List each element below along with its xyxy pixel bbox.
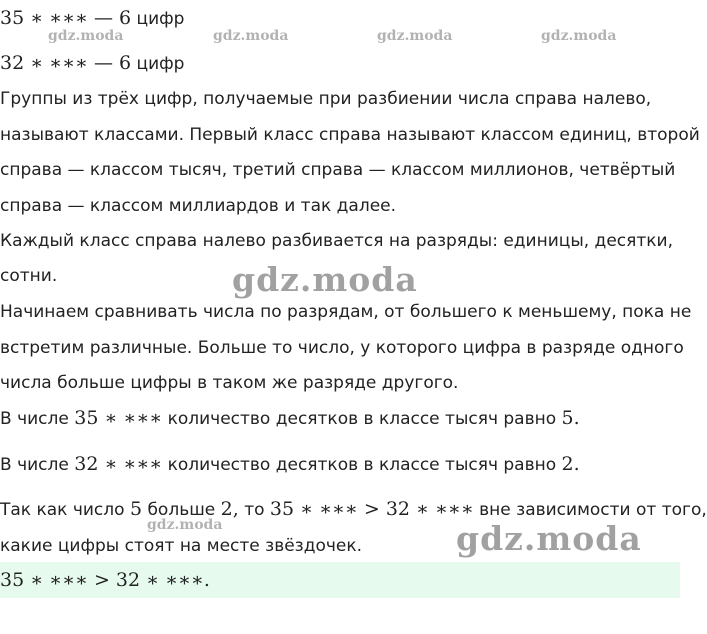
statement-1-number: 35 ∗ ∗∗∗ bbox=[74, 407, 163, 429]
para1-line-3: справа — классом тысяч, третий справа — классом миллионов, четвёртый bbox=[0, 160, 676, 180]
statement-3-line-2: какие цифры стоят на месте звёздочек. bbox=[0, 536, 363, 556]
para1-line-4: справа — классом миллиардов и так далее. bbox=[0, 196, 397, 216]
watermark-small-4: gdz.moda bbox=[541, 28, 617, 44]
statement-3-expression: 35 ∗ ∗∗∗ > 32 ∗ ∗∗∗ bbox=[269, 498, 474, 520]
watermark-small-5: gdz.moda bbox=[147, 517, 223, 533]
statement-1-value: 5. bbox=[561, 407, 580, 429]
para3-line-2: встретим различные. Больше то число, у которого цифра в разряде одного bbox=[0, 338, 684, 358]
top-line-2-math: 32 ∗ ∗∗∗ — 6 bbox=[0, 52, 132, 74]
statement-3-a: 5 bbox=[129, 498, 143, 520]
top-line-2-text: цифр bbox=[136, 54, 185, 74]
statement-2 bbox=[0, 452, 580, 477]
watermark-large-2: gdz.moda bbox=[456, 519, 642, 558]
para2-line-2: сотни. bbox=[0, 266, 58, 286]
top-line-1-text: цифр bbox=[136, 9, 185, 29]
statement-3-t3: вне зависимости от того, bbox=[479, 500, 707, 520]
statement-2-value: 2. bbox=[561, 453, 580, 475]
para3-line-1: Начинаем сравнивать числа по разрядам, от большего к меньшему, пока не bbox=[0, 302, 692, 322]
statement-3-t1: больше bbox=[147, 500, 216, 520]
statement-2-pre: В числе bbox=[0, 455, 69, 475]
para2-line-1: Каждый класс справа налево разбивается на разряды: единицы, десятки, bbox=[0, 231, 673, 251]
statement-3-t2: то bbox=[244, 500, 265, 520]
statement-1 bbox=[0, 406, 580, 431]
watermark-small-3: gdz.moda bbox=[377, 28, 453, 44]
top-line-2 bbox=[0, 51, 184, 76]
watermark-small-2: gdz.moda bbox=[213, 28, 289, 44]
answer-text: 35 ∗ ∗∗∗ > 32 ∗ ∗∗∗. bbox=[0, 569, 210, 591]
para1-line-2: называют классами. Первый класс справа называют классом единиц, второй bbox=[0, 125, 700, 145]
top-line-1-math: 35 ∗ ∗∗∗ — 6 bbox=[0, 7, 132, 29]
para1-line-1: Группы из трёх цифр, получаемые при разбиении числа справа налево, bbox=[0, 89, 652, 109]
answer-box bbox=[0, 562, 680, 598]
statement-3-pre: Так как число bbox=[0, 500, 125, 520]
statement-2-mid: количество десятков в классе тысяч равно bbox=[167, 455, 557, 475]
statement-1-pre: В числе bbox=[0, 409, 69, 429]
statement-1-mid: количество десятков в классе тысяч равно bbox=[167, 409, 557, 429]
statement-3-b: 2, bbox=[220, 498, 239, 520]
watermark-small-1: gdz.moda bbox=[48, 28, 124, 44]
statement-2-number: 32 ∗ ∗∗∗ bbox=[74, 453, 163, 475]
para3-line-3: числа больше цифры в таком же разряде другого. bbox=[0, 373, 459, 393]
watermark-large-1: gdz.moda bbox=[232, 260, 418, 299]
